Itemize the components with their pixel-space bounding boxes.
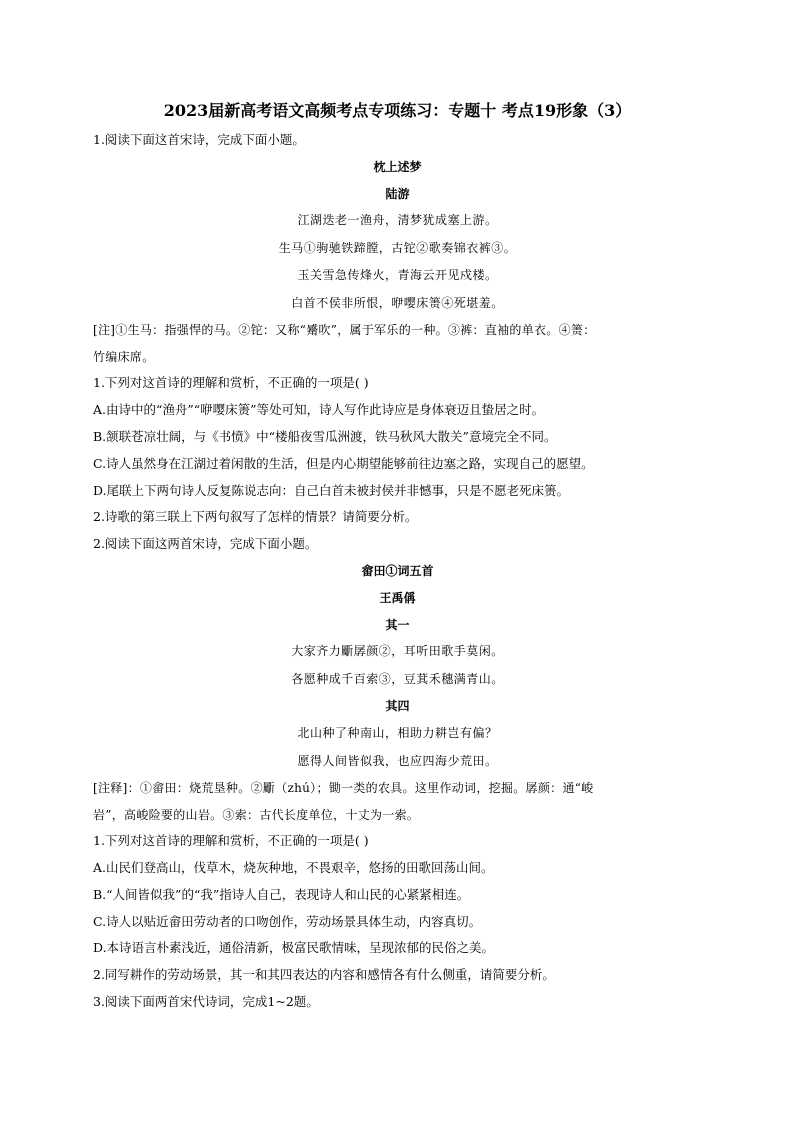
poem-2-verse: 愿得人间皆似我，也应四海少荒田。	[297, 753, 498, 768]
poem-1-verse: 玉关雪急传烽火，青海云开见戍楼。	[297, 268, 498, 283]
poem-2-note: 岩”，高峻险要的山岩。③索：古代长度单位，十丈为一索。	[93, 807, 420, 822]
poem-1-verse: 白首不侯非所恨，咿嘤床箦④死堪羞。	[291, 295, 504, 310]
question-2-option: C.诗人以贴近畲田劳动者的口吻创作，劳动场景具体生动，内容真切。	[93, 913, 482, 929]
poem-1-author: 陆游	[385, 186, 410, 201]
poem-2-verse: 北山种了种南山，相助力耕岂有偏？	[297, 726, 498, 741]
question-1-option: C.诗人虽然身在江湖过着闲散的生活，但是内心期望能够前往边塞之路，实现自己的愿望。	[93, 455, 594, 471]
poem-2-part-label: 其一	[385, 617, 410, 632]
poem-2-part-label: 其四	[385, 699, 410, 714]
poem-2-author: 王禹偁	[379, 590, 416, 605]
poem-1-title: 枕上述梦	[373, 159, 422, 174]
question-1-option: B.颔联苍凉壮阔，与《书愤》中“楼船夜雪瓜洲渡，铁马秋风大散关”意境完全不同。	[93, 428, 557, 444]
poem-1-verse: 生马①驹驰铁蹄膛，古铊②歌奏锦衣裤③。	[278, 240, 517, 255]
poem-2-title: 畲田①词五首	[361, 563, 434, 578]
question-2-sub1-stem: 1.下列对这首诗的理解和赏析，不正确的一项是( )	[93, 833, 369, 849]
poem-1-note: 竹编床席。	[93, 349, 155, 364]
question-1-intro: 1.阅读下面这首宋诗，完成下面小题。	[93, 132, 305, 147]
poem-1-verse: 江湖迭老一渔舟，清梦犹成塞上游。	[297, 213, 498, 228]
question-3-intro: 3.阅读下面两首宋代诗词，完成1~2题。	[93, 993, 319, 1009]
question-1-option: A.由诗中的“渔舟”“咿嘤床箦”等处可知，诗人写作此诗应是身体衰迈且蛰居之时。	[93, 402, 545, 418]
poem-2-verse: 各愿种成千百索③，豆萁禾穗满青山。	[291, 671, 504, 686]
question-1-option: D.尾联上下两句诗人反复陈说志向：自己白首未被封侯并非憾事，只是不愿老死床箦。	[93, 482, 570, 498]
page-title: 2023届新高考语文高频考点专项练习：专题十 考点19形象（3）	[163, 101, 632, 120]
question-2-option: B.“人间皆似我”的“我”指诗人自己，表现诗人和山民的心紧紧相连。	[93, 886, 470, 902]
poem-1-note: [注]①生马：指强悍的马。②铊：又称“觱吹”，属于军乐的一种。③裤：直袖的单衣。④箦：	[93, 323, 596, 338]
poem-2-note: [注释]：①畲田：烧荒垦种。②斸（zhú）；锄一类的农具。这里作动词，挖掘。孱颜：通“峻	[93, 781, 594, 796]
question-2-option: D.本诗语言朴素浅近，通俗清新，极富民歌情味，呈现浓郁的民俗之美。	[93, 940, 495, 956]
question-2-intro: 2.阅读下面这两首宋诗，完成下面小题。	[93, 536, 318, 552]
question-2-option: A.山民们登高山，伐草木，烧灰种地，不畏艰辛，悠扬的田歌回荡山间。	[93, 859, 494, 875]
question-1-sub1-stem: 1.下列对这首诗的理解和赏析，不正确的一项是( )	[93, 375, 369, 391]
question-1-sub2: 2.诗歌的第三联上下两句叙写了怎样的情景？请简要分析。	[93, 509, 418, 525]
question-2-sub2: 2.同写耕作的劳动场景，其一和其四表达的内容和感情各有什么侧重，请简要分析。	[93, 967, 555, 983]
poem-2-verse: 大家齐力斸孱颜②，耳听田歌手莫闲。	[291, 644, 504, 659]
